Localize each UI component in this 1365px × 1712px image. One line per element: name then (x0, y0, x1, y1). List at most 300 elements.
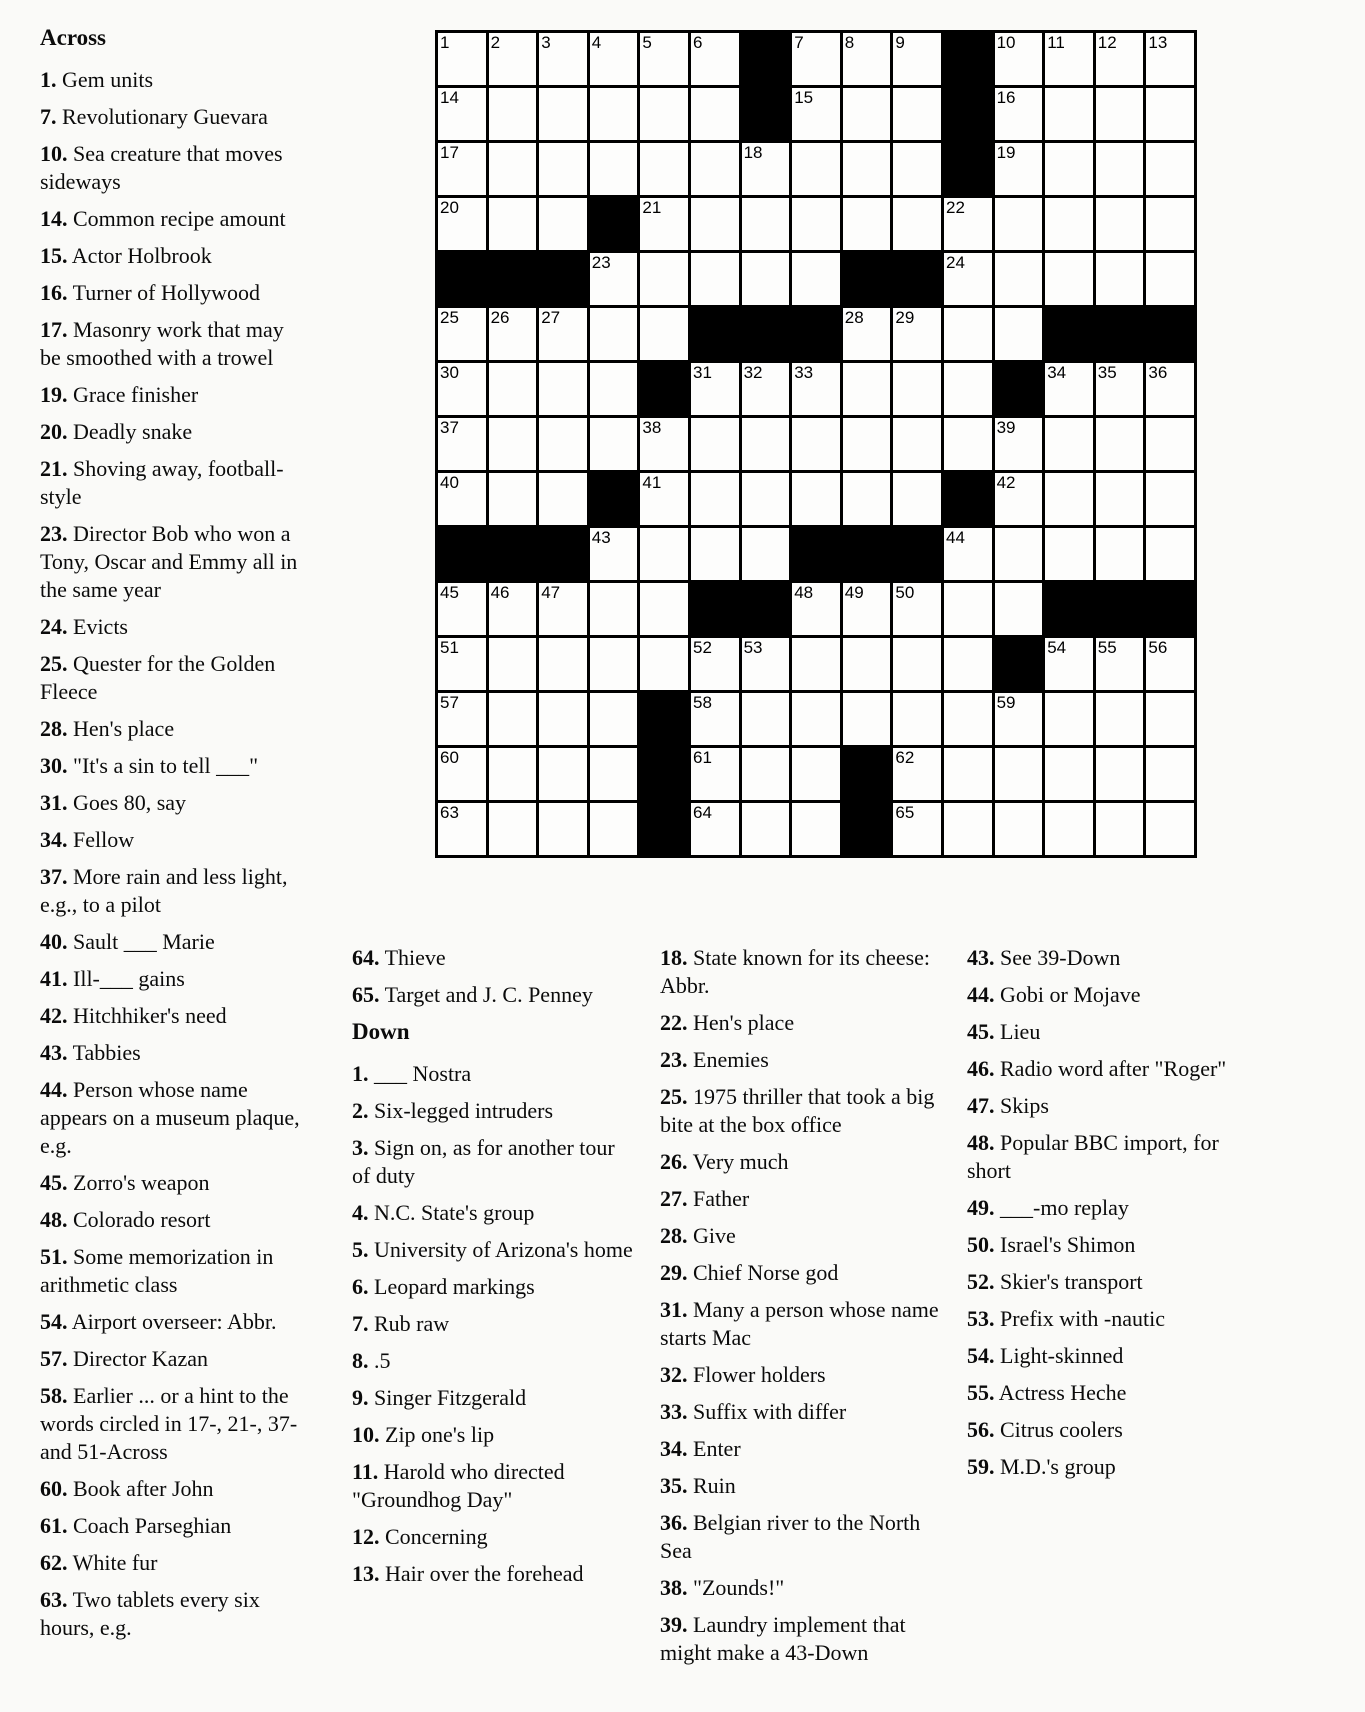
grid-cell-black (944, 143, 992, 195)
clue-item: 62. White fur (40, 1550, 158, 1575)
grid-cell[interactable] (792, 363, 840, 415)
clue-item: 21. Shoving away, football-style (40, 456, 284, 509)
grid-cell[interactable] (438, 88, 486, 140)
clue-number: 34. (660, 1436, 688, 1461)
clue-item: 11. Harold who directed "Groundhog Day" (352, 1459, 565, 1512)
grid-cell[interactable] (1146, 33, 1194, 85)
grid-cell[interactable] (590, 638, 638, 690)
grid-cell[interactable] (438, 473, 486, 525)
cell-number: 7 (794, 33, 804, 52)
grid-cell[interactable] (742, 638, 790, 690)
clue-column-3 (660, 944, 944, 1676)
grid-cell-black (843, 803, 891, 855)
grid-cell[interactable] (590, 693, 638, 745)
grid-cell[interactable] (1045, 418, 1093, 470)
clue-item: 10. Sea creature that moves sideways (40, 141, 283, 194)
clue-item: 17. Masonry work that may be smoothed with a trowel (40, 317, 284, 370)
grid-cell[interactable] (489, 33, 537, 85)
grid-cell[interactable] (944, 803, 992, 855)
grid-cell[interactable] (843, 143, 891, 195)
grid-cell[interactable] (944, 748, 992, 800)
grid-cell[interactable] (691, 33, 739, 85)
clue-item: 18. State known for its cheese: Abbr. (660, 945, 931, 998)
clue-number: 33. (660, 1399, 688, 1424)
grid-cell[interactable] (843, 363, 891, 415)
grid-cell[interactable] (438, 583, 486, 635)
grid-cell[interactable] (1045, 88, 1093, 140)
grid-cell[interactable] (1096, 253, 1144, 305)
grid-cell[interactable] (893, 803, 941, 855)
grid-cell[interactable] (539, 88, 587, 140)
grid-cell[interactable] (792, 693, 840, 745)
grid-cell[interactable] (843, 33, 891, 85)
clue-item: 35. Ruin (660, 1473, 736, 1498)
grid-cell[interactable] (489, 473, 537, 525)
clue-number: 44. (967, 982, 995, 1007)
grid-cell[interactable] (893, 33, 941, 85)
grid-cell[interactable] (640, 88, 688, 140)
grid-cell-black (640, 803, 688, 855)
grid-cell[interactable] (1146, 418, 1194, 470)
grid-cell[interactable] (590, 583, 638, 635)
grid-cell[interactable] (995, 693, 1043, 745)
clue-item: 45. Zorro's weapon (40, 1170, 210, 1195)
grid-cell[interactable] (640, 473, 688, 525)
grid-cell[interactable] (893, 693, 941, 745)
grid-cell[interactable] (792, 143, 840, 195)
grid-cell[interactable] (1096, 418, 1144, 470)
grid-cell[interactable] (640, 583, 688, 635)
cell-number: 2 (490, 33, 501, 52)
clue-number: 34. (40, 827, 68, 852)
grid-cell[interactable] (691, 803, 739, 855)
grid-cell[interactable] (1045, 638, 1093, 690)
cell-number: 6 (692, 33, 703, 52)
grid-cell[interactable] (893, 143, 941, 195)
grid-cell[interactable] (489, 693, 537, 745)
grid-cell[interactable] (843, 473, 891, 525)
clue-number: 13. (352, 1561, 380, 1586)
clue-number: 48. (40, 1207, 68, 1232)
grid-cell[interactable] (944, 418, 992, 470)
grid-cell[interactable] (1146, 473, 1194, 525)
grid-cell[interactable] (843, 693, 891, 745)
clue-number: 41. (40, 966, 68, 991)
grid-cell[interactable] (944, 253, 992, 305)
grid-cell[interactable] (489, 583, 537, 635)
clue-item: 36. Belgian river to the North Sea (660, 1510, 921, 1563)
grid-cell[interactable] (489, 198, 537, 250)
grid-cell[interactable] (640, 253, 688, 305)
grid-cell[interactable] (691, 143, 739, 195)
grid-cell[interactable] (539, 198, 587, 250)
grid-cell[interactable] (893, 88, 941, 140)
grid-cell[interactable] (995, 748, 1043, 800)
grid-cell[interactable] (893, 748, 941, 800)
clue-number: 61. (40, 1513, 68, 1538)
grid-cell[interactable] (539, 693, 587, 745)
grid-cell[interactable] (944, 308, 992, 360)
grid-cell[interactable] (1096, 143, 1144, 195)
cell-number: 43 (591, 528, 611, 547)
grid-cell[interactable] (995, 418, 1043, 470)
grid-cell-black (742, 33, 790, 85)
clue-item: 57. Director Kazan (40, 1346, 208, 1371)
grid-cell[interactable] (792, 638, 840, 690)
grid-cell[interactable] (792, 583, 840, 635)
grid-cell[interactable] (843, 638, 891, 690)
grid-cell[interactable] (1096, 803, 1144, 855)
grid-cell[interactable] (742, 693, 790, 745)
grid-cell[interactable] (1096, 748, 1144, 800)
grid-cell[interactable] (691, 88, 739, 140)
grid-cell[interactable] (742, 418, 790, 470)
clue-number: 44. (40, 1077, 68, 1102)
clue-item: 51. Some memorization in arithmetic class (40, 1244, 274, 1297)
clue-number: 57. (40, 1346, 68, 1371)
cell-number: 39 (996, 418, 1016, 437)
grid-cell-black (893, 253, 941, 305)
clue-item: 12. Concerning (352, 1524, 488, 1549)
grid-cell[interactable] (742, 143, 790, 195)
cell-number: 21 (642, 198, 662, 217)
clue-item: 23. Enemies (660, 1047, 769, 1072)
grid-cell[interactable] (742, 528, 790, 580)
grid-cell[interactable] (691, 198, 739, 250)
grid-cell[interactable] (742, 803, 790, 855)
grid-cell[interactable] (590, 748, 638, 800)
grid-cell[interactable] (995, 33, 1043, 85)
grid-cell[interactable] (489, 143, 537, 195)
clue-item: 28. Hen's place (40, 716, 175, 741)
clue-number: 5. (352, 1237, 369, 1262)
grid-cell[interactable] (1096, 638, 1144, 690)
grid-cell[interactable] (489, 418, 537, 470)
clue-item: 23. Director Bob who won a Tony, Oscar and Emmy all in the same year (40, 521, 298, 602)
clue-item: 49. ___-mo replay (967, 1195, 1129, 1220)
clue-number: 54. (967, 1343, 995, 1368)
grid-cell[interactable] (792, 198, 840, 250)
grid-cell-black (640, 748, 688, 800)
clue-number: 18. (660, 945, 688, 970)
grid-cell[interactable] (590, 418, 638, 470)
grid-cell[interactable] (1146, 638, 1194, 690)
clue-item: 25. Quester for the Golden Fleece (40, 651, 276, 704)
grid-cell[interactable] (843, 88, 891, 140)
grid-cell[interactable] (539, 803, 587, 855)
grid-cell[interactable] (691, 638, 739, 690)
grid-cell[interactable] (590, 363, 638, 415)
grid-cell[interactable] (1096, 363, 1144, 415)
clue-number: 7. (40, 104, 57, 129)
grid-cell[interactable] (590, 33, 638, 85)
grid-cell[interactable] (1096, 528, 1144, 580)
grid-cell[interactable] (691, 748, 739, 800)
clue-item: 45. Lieu (967, 1019, 1041, 1044)
grid-cell[interactable] (893, 638, 941, 690)
grid-cell[interactable] (691, 528, 739, 580)
grid-cell[interactable] (893, 583, 941, 635)
clue-item: 16. Turner of Hollywood (40, 280, 261, 305)
clue-number: 46. (967, 1056, 995, 1081)
grid-cell[interactable] (1045, 198, 1093, 250)
grid-cell[interactable] (893, 308, 941, 360)
grid-cell-black (1096, 583, 1144, 635)
grid-cell[interactable] (893, 418, 941, 470)
grid-cell[interactable] (995, 143, 1043, 195)
clue-number: 2. (352, 1098, 369, 1123)
grid-cell[interactable] (590, 803, 638, 855)
grid-cell[interactable] (742, 363, 790, 415)
grid-cell[interactable] (640, 33, 688, 85)
grid-cell[interactable] (1045, 253, 1093, 305)
grid-cell[interactable] (792, 88, 840, 140)
grid-cell[interactable] (944, 638, 992, 690)
across-clue-column (40, 24, 308, 1651)
grid-cell[interactable] (539, 143, 587, 195)
cell-number: 63 (440, 803, 459, 822)
cell-number: 48 (794, 583, 814, 602)
grid-cell[interactable] (792, 803, 840, 855)
clue-number: 32. (660, 1362, 688, 1387)
grid-cell[interactable] (1045, 473, 1093, 525)
clue-number: 49. (967, 1195, 995, 1220)
grid-cell[interactable] (539, 33, 587, 85)
grid-cell[interactable] (539, 473, 587, 525)
clue-number: 36. (660, 1510, 688, 1535)
grid-cell[interactable] (1096, 473, 1144, 525)
grid-cell[interactable] (792, 253, 840, 305)
grid-cell[interactable] (944, 198, 992, 250)
clue-number: 25. (40, 651, 68, 676)
grid-cell-black (438, 528, 486, 580)
grid-cell[interactable] (792, 418, 840, 470)
clue-number: 48. (967, 1130, 995, 1155)
cell-number: 11 (1047, 33, 1065, 52)
grid-cell[interactable] (539, 363, 587, 415)
grid-cell[interactable] (691, 253, 739, 305)
grid-cell[interactable] (1045, 693, 1093, 745)
grid-cell[interactable] (489, 803, 537, 855)
clue-item: 2. Six-legged intruders (352, 1098, 554, 1123)
grid-cell[interactable] (590, 88, 638, 140)
cell-number: 24 (945, 253, 965, 272)
clue-number: 39. (660, 1612, 688, 1637)
grid-cell[interactable] (1146, 143, 1194, 195)
grid-cell-black (640, 363, 688, 415)
clue-number: 45. (40, 1170, 68, 1195)
grid-cell[interactable] (742, 748, 790, 800)
grid-cell[interactable] (640, 638, 688, 690)
clue-number: 28. (660, 1223, 688, 1248)
clue-number: 11. (352, 1459, 379, 1484)
grid-cell[interactable] (944, 528, 992, 580)
grid-cell[interactable] (843, 308, 891, 360)
clue-item: 7. Rub raw (352, 1311, 450, 1336)
grid-cell[interactable] (691, 473, 739, 525)
grid-cell[interactable] (438, 33, 486, 85)
grid-cell[interactable] (1096, 693, 1144, 745)
grid-cell[interactable] (438, 418, 486, 470)
clue-number: 20. (40, 419, 68, 444)
cell-number: 40 (440, 473, 459, 492)
clue-item: 26. Very much (660, 1149, 789, 1174)
clue-item: 7. Revolutionary Guevara (40, 104, 268, 129)
grid-cell[interactable] (438, 198, 486, 250)
cell-number: 30 (440, 363, 459, 382)
clue-item: 65. Target and J. C. Penney (352, 982, 593, 1007)
grid-cell[interactable] (944, 363, 992, 415)
cell-number: 31 (692, 363, 712, 382)
clue-number: 24. (40, 614, 68, 639)
cell-number: 35 (1097, 363, 1117, 382)
grid-cell[interactable] (539, 418, 587, 470)
grid-cell[interactable] (995, 473, 1043, 525)
clue-item: 24. Evicts (40, 614, 128, 639)
grid-cell[interactable] (539, 583, 587, 635)
grid-cell[interactable] (489, 308, 537, 360)
cell-number: 42 (996, 473, 1016, 492)
cell-number: 32 (743, 363, 763, 382)
grid-cell[interactable] (1045, 33, 1093, 85)
clue-item: 9. Singer Fitzgerald (352, 1385, 527, 1410)
grid-cell[interactable] (893, 363, 941, 415)
grid-cell[interactable] (590, 143, 638, 195)
cell-number: 54 (1047, 638, 1067, 657)
grid-cell[interactable] (893, 198, 941, 250)
clue-item: 52. Skier's transport (967, 1269, 1143, 1294)
grid-cell[interactable] (1146, 528, 1194, 580)
grid-cell[interactable] (792, 748, 840, 800)
grid-cell-black (742, 88, 790, 140)
grid-cell[interactable] (640, 528, 688, 580)
grid-cell[interactable] (995, 528, 1043, 580)
grid-cell[interactable] (489, 748, 537, 800)
clue-number: 23. (40, 521, 68, 546)
grid-cell[interactable] (1045, 803, 1093, 855)
down-clue-list-3 (967, 944, 1267, 1481)
cell-number: 33 (794, 363, 814, 382)
grid-cell[interactable] (843, 583, 891, 635)
clue-item: 10. Zip one's lip (352, 1422, 495, 1447)
grid-cell[interactable] (792, 473, 840, 525)
grid-cell[interactable] (590, 528, 638, 580)
cell-number: 18 (743, 143, 763, 162)
grid-cell[interactable] (1045, 528, 1093, 580)
grid-cell[interactable] (893, 473, 941, 525)
grid-cell[interactable] (1096, 88, 1144, 140)
grid-cell[interactable] (1045, 748, 1093, 800)
grid-cell[interactable] (489, 363, 537, 415)
clue-number: 59. (967, 1454, 995, 1479)
grid-cell[interactable] (995, 198, 1043, 250)
grid-cell[interactable] (843, 198, 891, 250)
cell-number: 13 (1148, 33, 1168, 52)
grid-cell[interactable] (843, 418, 891, 470)
clue-number: 42. (40, 1003, 68, 1028)
grid-cell[interactable] (438, 803, 486, 855)
grid-cell[interactable] (1146, 198, 1194, 250)
grid-cell[interactable] (489, 638, 537, 690)
clue-number: 35. (660, 1473, 688, 1498)
grid-cell[interactable] (489, 88, 537, 140)
grid-cell[interactable] (438, 363, 486, 415)
cell-number: 49 (844, 583, 864, 602)
grid-cell[interactable] (539, 308, 587, 360)
grid-cell[interactable] (1045, 363, 1093, 415)
grid-cell[interactable] (691, 693, 739, 745)
grid-cell[interactable] (438, 693, 486, 745)
grid-cell[interactable] (438, 308, 486, 360)
grid-cell[interactable] (438, 143, 486, 195)
grid-cell[interactable] (1045, 143, 1093, 195)
grid-cell[interactable] (1146, 693, 1194, 745)
clue-column-2 (352, 944, 634, 1597)
clue-number: 7. (352, 1311, 369, 1336)
grid-cell[interactable] (742, 473, 790, 525)
clue-number: 43. (40, 1040, 68, 1065)
grid-cell[interactable] (691, 418, 739, 470)
grid-cell[interactable] (640, 308, 688, 360)
grid-cell[interactable] (1146, 363, 1194, 415)
clue-number: 50. (967, 1232, 995, 1257)
grid-cell[interactable] (438, 748, 486, 800)
grid-cell[interactable] (640, 143, 688, 195)
grid-cell[interactable] (1146, 88, 1194, 140)
grid-cell[interactable] (438, 638, 486, 690)
grid-cell[interactable] (742, 253, 790, 305)
clue-item: 46. Radio word after "Roger" (967, 1056, 1227, 1081)
clue-number: 55. (967, 1380, 995, 1405)
clue-number: 37. (40, 864, 68, 889)
grid-cell[interactable] (1146, 803, 1194, 855)
clue-item: 47. Skips (967, 1093, 1049, 1118)
grid-cell[interactable] (1146, 748, 1194, 800)
grid-cell[interactable] (742, 198, 790, 250)
grid-cell[interactable] (1096, 33, 1144, 85)
grid-cell-black (1146, 583, 1194, 635)
clue-number: 38. (660, 1575, 688, 1600)
clue-item: 60. Book after John (40, 1476, 214, 1501)
grid-cell[interactable] (944, 693, 992, 745)
grid-cell[interactable] (691, 363, 739, 415)
grid-cell[interactable] (640, 418, 688, 470)
grid-cell[interactable] (792, 33, 840, 85)
clue-number: 62. (40, 1550, 68, 1575)
grid-cell[interactable] (1096, 198, 1144, 250)
grid-cell[interactable] (995, 803, 1043, 855)
down-clue-list-2 (660, 944, 944, 1667)
clue-item: 30. "It's a sin to tell ___" (40, 753, 259, 778)
cell-number: 26 (490, 308, 510, 327)
clue-item: 27. Father (660, 1186, 750, 1211)
grid-cell[interactable] (590, 253, 638, 305)
grid-cell-black (590, 198, 638, 250)
grid-cell[interactable] (640, 198, 688, 250)
cell-number: 53 (743, 638, 763, 657)
grid-cell[interactable] (539, 748, 587, 800)
grid-cell[interactable] (995, 88, 1043, 140)
grid-cell[interactable] (944, 583, 992, 635)
clue-number: 43. (967, 945, 995, 970)
clue-number: 64. (352, 945, 380, 970)
grid-cell[interactable] (995, 308, 1043, 360)
grid-cell[interactable] (1146, 253, 1194, 305)
grid-cell[interactable] (590, 308, 638, 360)
grid-cell[interactable] (995, 253, 1043, 305)
grid-cell[interactable] (539, 638, 587, 690)
grid-cell[interactable] (995, 583, 1043, 635)
